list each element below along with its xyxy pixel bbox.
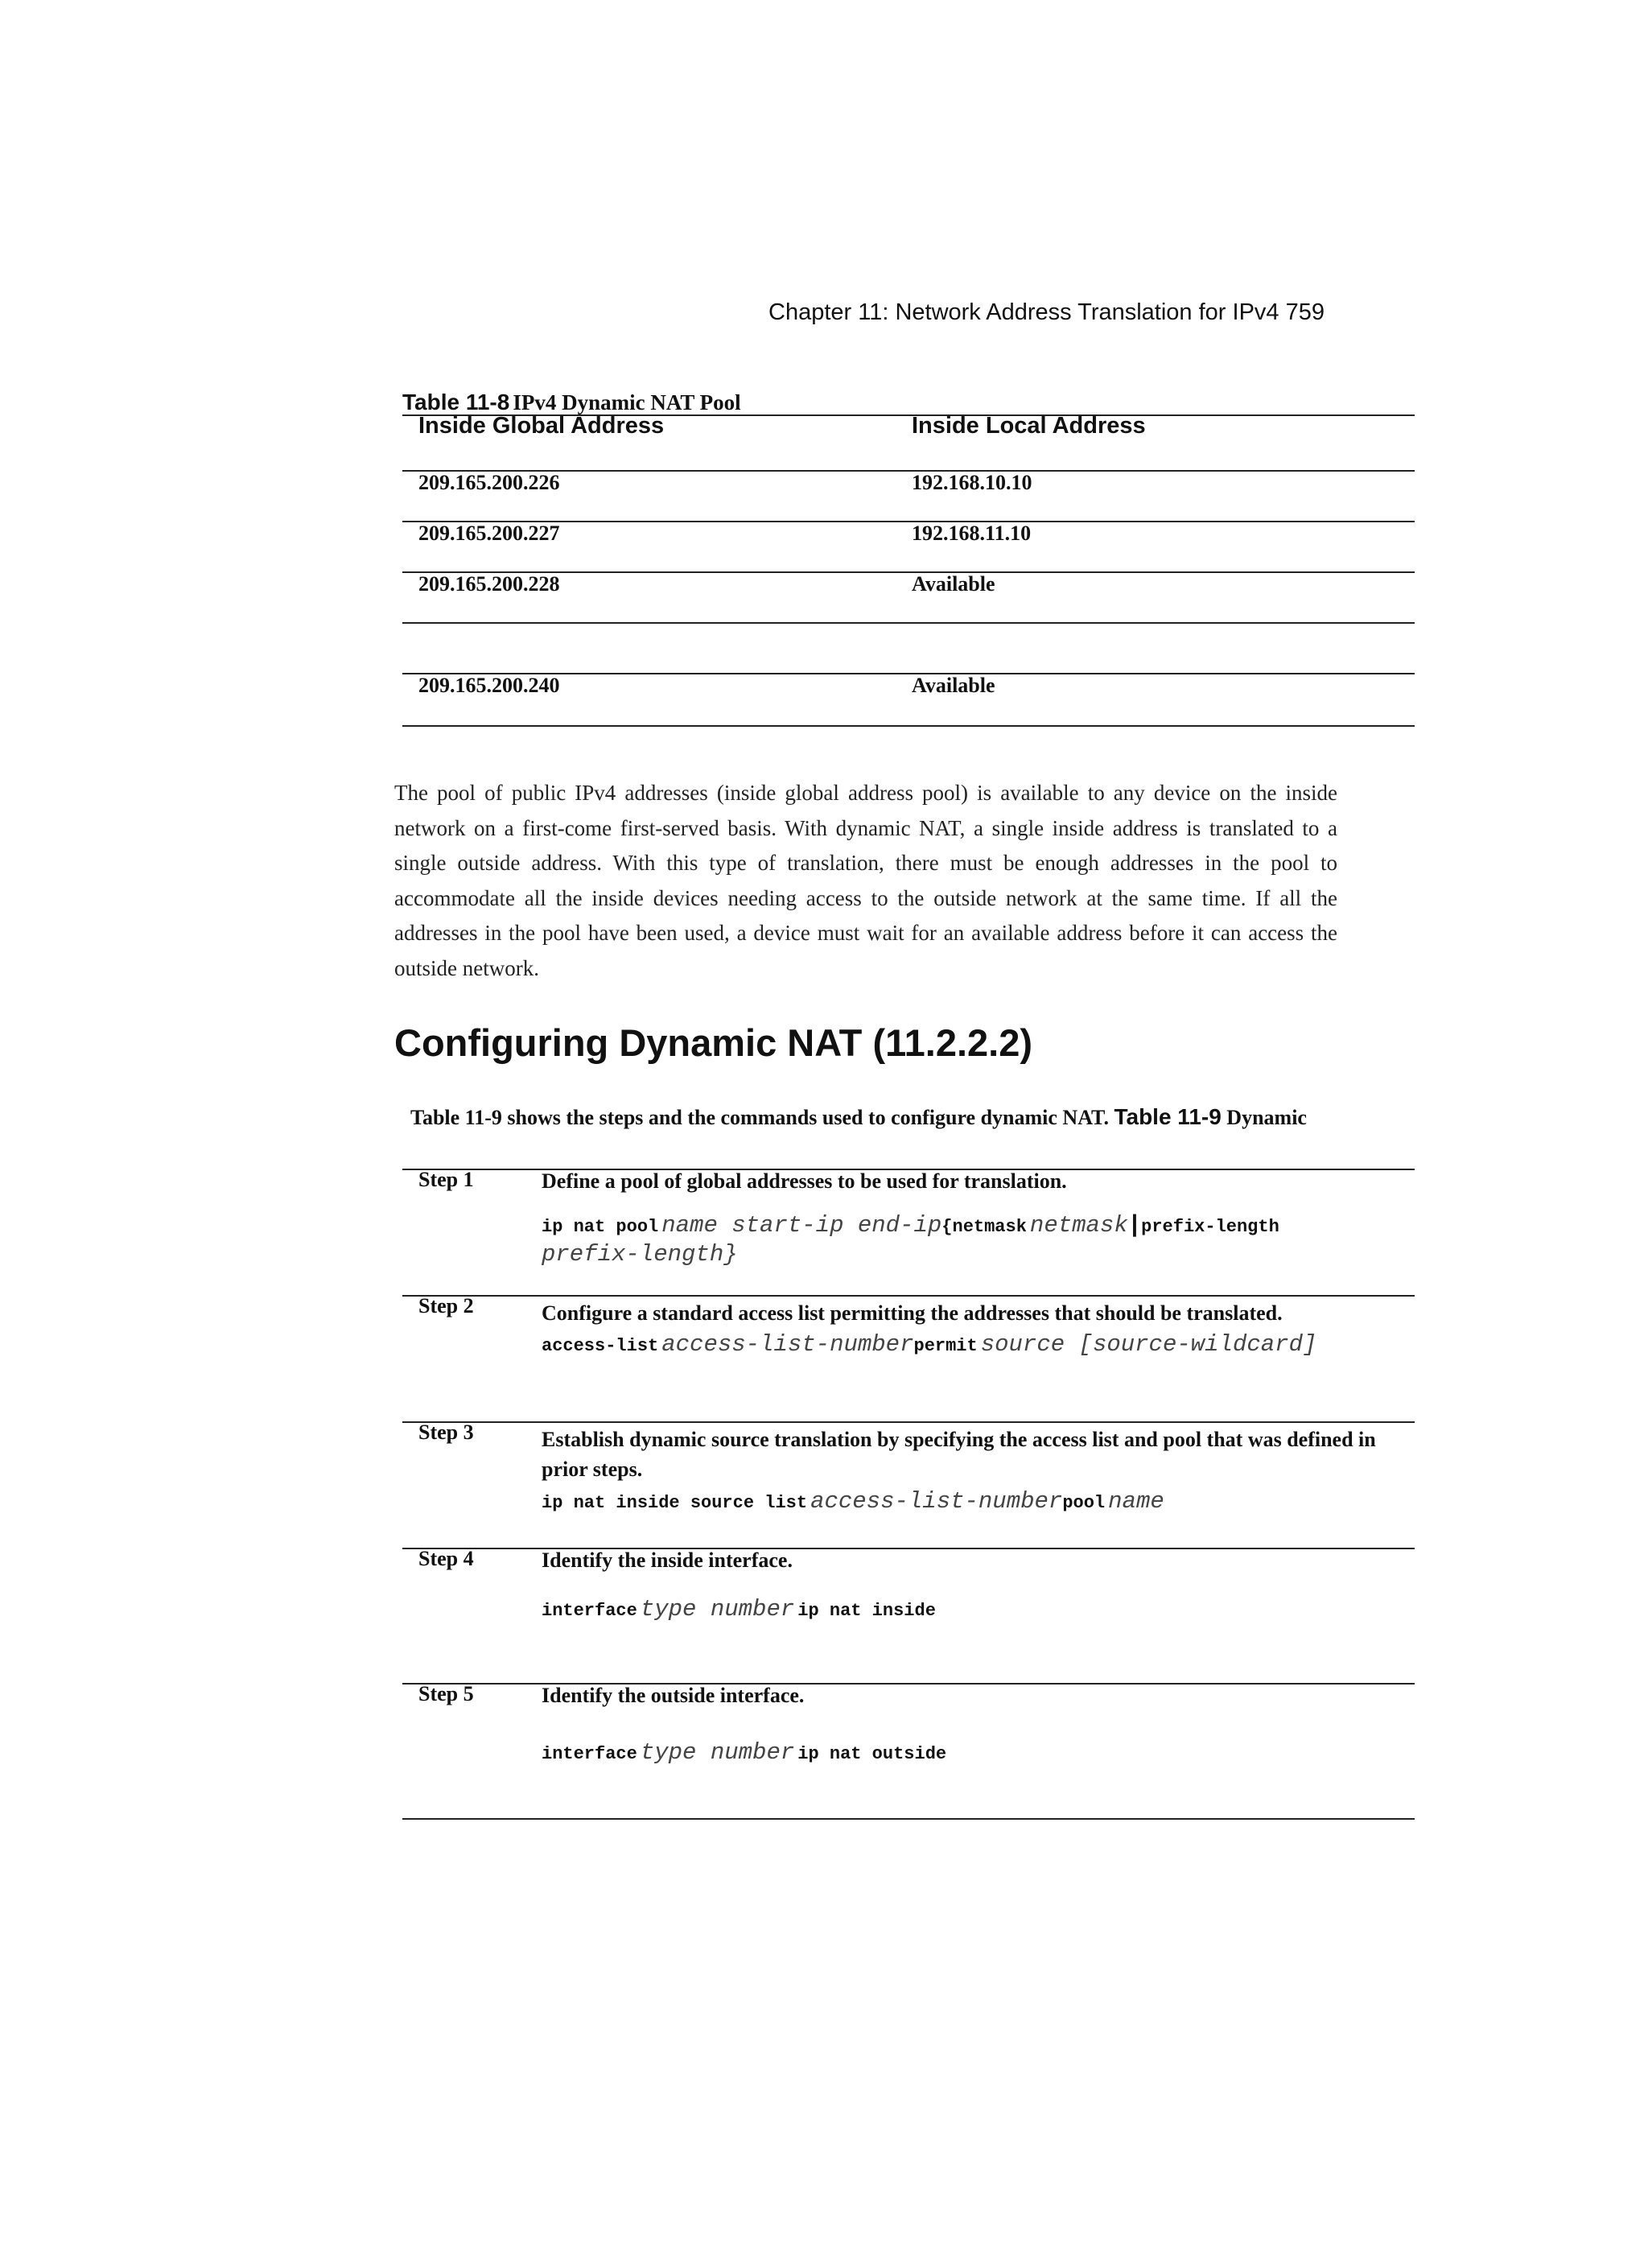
body-paragraph: The pool of public IPv4 addresses (inside global address pool) is available to any device on the inside network on a first-come first-served basis. With dynamic NAT, a single inside address is translated to a single outside address. With this type of translation, there must be enough addresses in the pool to accommodate all the inside devices needing access to the outside network at the same time. If all the addresses in the pool have been used, a device must wait for an available address before it can access the outside network. <box>394 781 1337 980</box>
command-keyword: ip nat inside <box>797 1601 936 1621</box>
table-rule <box>402 622 1415 624</box>
command-keyword: interface <box>542 1744 637 1764</box>
table-title: Dynamic <box>1226 1106 1307 1129</box>
table-cell: 192.168.10.10 <box>912 471 1032 494</box>
step-label: Step 3 <box>418 1421 474 1444</box>
command-argument: type number <box>640 1739 795 1766</box>
intro-text: Table 11-9 shows the steps and the commands used to configure dynamic NAT. <box>410 1106 1109 1129</box>
table-rule <box>402 725 1415 727</box>
column-header-inside-global: Inside Global Address <box>418 413 665 439</box>
command-argument: access-list-number <box>661 1331 914 1358</box>
step-label: Step 1 <box>418 1168 474 1191</box>
table-11-9-intro <box>410 1104 1307 1130</box>
command-keyword: permit <box>913 1336 978 1356</box>
command-keyword: ip nat outside <box>797 1744 947 1764</box>
table-cell: 209.165.200.228 <box>418 572 560 596</box>
table-cell: Available <box>912 572 995 596</box>
command-keyword: prefix-length <box>1141 1217 1279 1237</box>
column-header-inside-local: Inside Local Address <box>912 413 1146 439</box>
table-rule <box>402 1295 1415 1297</box>
command-keyword: pool <box>1062 1493 1106 1513</box>
command-syntax <box>542 1739 946 1766</box>
step-label: Step 4 <box>418 1547 474 1570</box>
table-11-8-caption <box>402 390 741 415</box>
command-syntax <box>542 1596 936 1623</box>
table-cell: 209.165.200.226 <box>418 471 560 494</box>
command-argument: netmask <box>1029 1212 1128 1239</box>
command-syntax <box>542 1488 1164 1515</box>
command-keyword: access-list <box>542 1336 659 1356</box>
table-label: Table 11-9 <box>1114 1104 1222 1129</box>
step-description: Define a pool of global addresses to be used for translation. <box>542 1169 1067 1193</box>
table-cell: 209.165.200.240 <box>418 674 560 697</box>
command-argument: name start-ip end-ip <box>661 1212 942 1239</box>
table-label: Table 11-8 <box>402 390 510 414</box>
table-title: IPv4 Dynamic NAT Pool <box>513 390 741 414</box>
command-argument: name <box>1108 1488 1164 1515</box>
command-syntax <box>542 1331 1316 1358</box>
table-rule <box>402 1421 1415 1423</box>
table-cell: 209.165.200.227 <box>418 522 560 545</box>
table-cell: 192.168.11.10 <box>912 522 1032 545</box>
command-argument: source [source-wildcard] <box>980 1331 1317 1358</box>
command-keyword: interface <box>542 1601 637 1621</box>
step-label: Step 5 <box>418 1682 474 1705</box>
table-cell: Available <box>912 674 995 697</box>
command-argument: prefix-length} <box>542 1241 738 1268</box>
command-syntax <box>542 1210 1279 1239</box>
step-description: Configure a standard access list permitting the addresses that should be translated. <box>542 1301 1283 1325</box>
command-keyword: ip nat inside source list <box>542 1493 808 1513</box>
step-description: Identify the outside interface. <box>542 1684 805 1707</box>
command-separator: | <box>1131 1210 1139 1237</box>
section-heading: Configuring Dynamic NAT (11.2.2.2) <box>394 1021 1033 1064</box>
command-argument: type number <box>640 1596 795 1623</box>
step-description: Identify the inside interface. <box>542 1548 793 1572</box>
step-label: Step 2 <box>418 1294 474 1318</box>
command-syntax-continued <box>542 1241 738 1268</box>
command-keyword: ip nat pool <box>542 1217 659 1237</box>
command-argument: access-list-number <box>810 1488 1063 1515</box>
table-rule <box>402 1818 1415 1820</box>
running-header: Chapter 11: Network Address Translation for IPv4 759 <box>768 299 1325 325</box>
command-keyword: {netmask <box>941 1217 1027 1237</box>
step-description: Establish dynamic source translation by specifying the access list and pool that was defined in prior steps. <box>542 1428 1376 1481</box>
